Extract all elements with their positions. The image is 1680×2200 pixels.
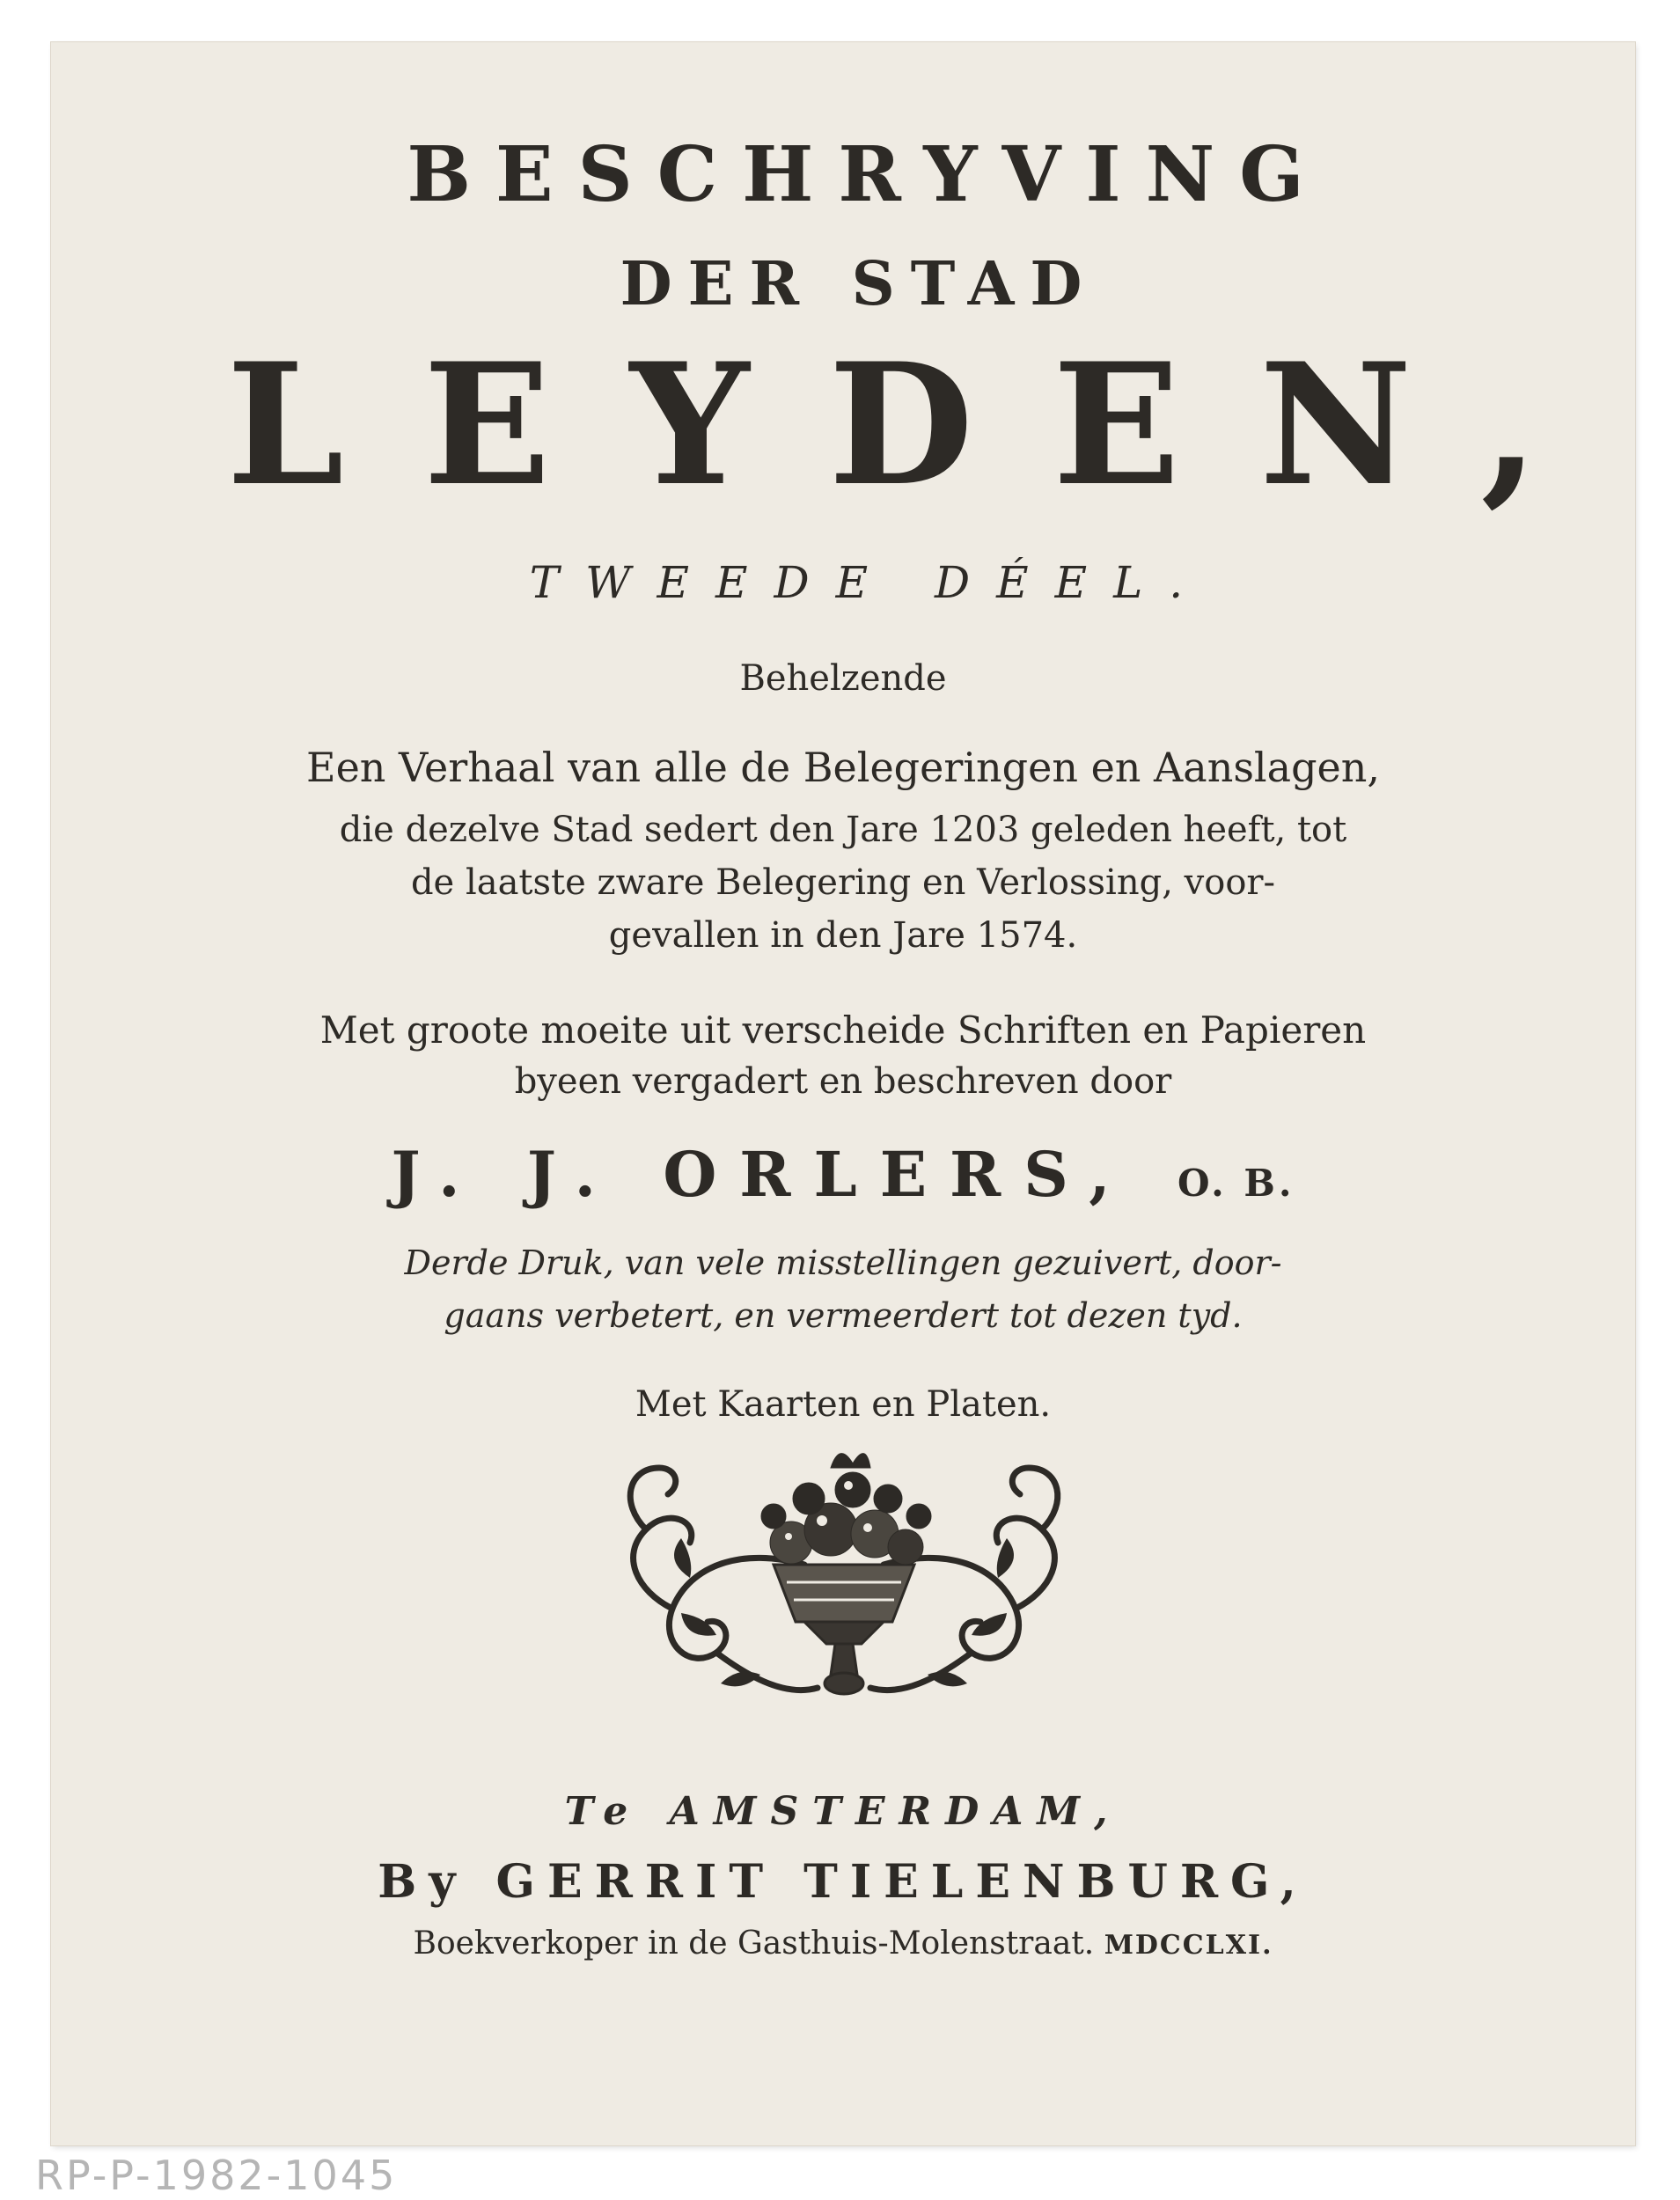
imprint-year: MDCCLXI. xyxy=(1104,1930,1273,1961)
imprint-place: Te AMSTERDAM, xyxy=(564,1789,1122,1834)
imprint-publisher: By GERRIT TIELENBURG, xyxy=(378,1855,1309,1909)
inventory-stamp: RP-P-1982-1045 xyxy=(35,2152,398,2199)
illustrations-note: Met Kaarten en Platen. xyxy=(635,1384,1052,1425)
edition-line-1: Derde Druk, van vele misstellingen gezuivert, door- xyxy=(404,1243,1282,1282)
compiled-line-1: Met groote moeite uit verscheide Schriften en Papieren xyxy=(319,1008,1367,1052)
title-line-volume: TWEEDE DÉEL. xyxy=(529,557,1210,608)
description-line-1: Een Verhaal van alle de Belegeringen en Aanslagen, xyxy=(306,744,1380,791)
compiled-line-2: byeen vergadert en beschreven door xyxy=(514,1061,1172,1102)
description-line-4: gevallen in den Jare 1574. xyxy=(608,915,1078,956)
author-suffix: O. B. xyxy=(1177,1162,1295,1205)
edition-line-2: gaans verbetert, en vermeerdert tot dezen tyd. xyxy=(444,1296,1243,1335)
title-page xyxy=(51,42,1635,2145)
imprint-shop-line xyxy=(51,1925,1635,1962)
imprint-shop: Boekverkoper in de Gasthuis-Molenstraat. xyxy=(413,1925,1095,1962)
author-line xyxy=(51,1138,1635,1211)
description-line-3: de laatste zware Belegering en Verlossing, voor- xyxy=(410,862,1276,903)
title-line-leyden: LEYDEN, xyxy=(226,326,1618,523)
description-line-2: die dezelve Stad sedert den Jare 1203 geleden heeft, tot xyxy=(339,810,1347,850)
description-intro: Behelzende xyxy=(739,658,947,699)
title-line-der-stad: DER STAD xyxy=(620,249,1098,319)
flower-basket-vignette-icon xyxy=(584,1433,1104,1723)
author-name: J. J. ORLERS, xyxy=(391,1138,1133,1211)
title-line-beschryving: BESCHRYVING xyxy=(407,130,1329,219)
